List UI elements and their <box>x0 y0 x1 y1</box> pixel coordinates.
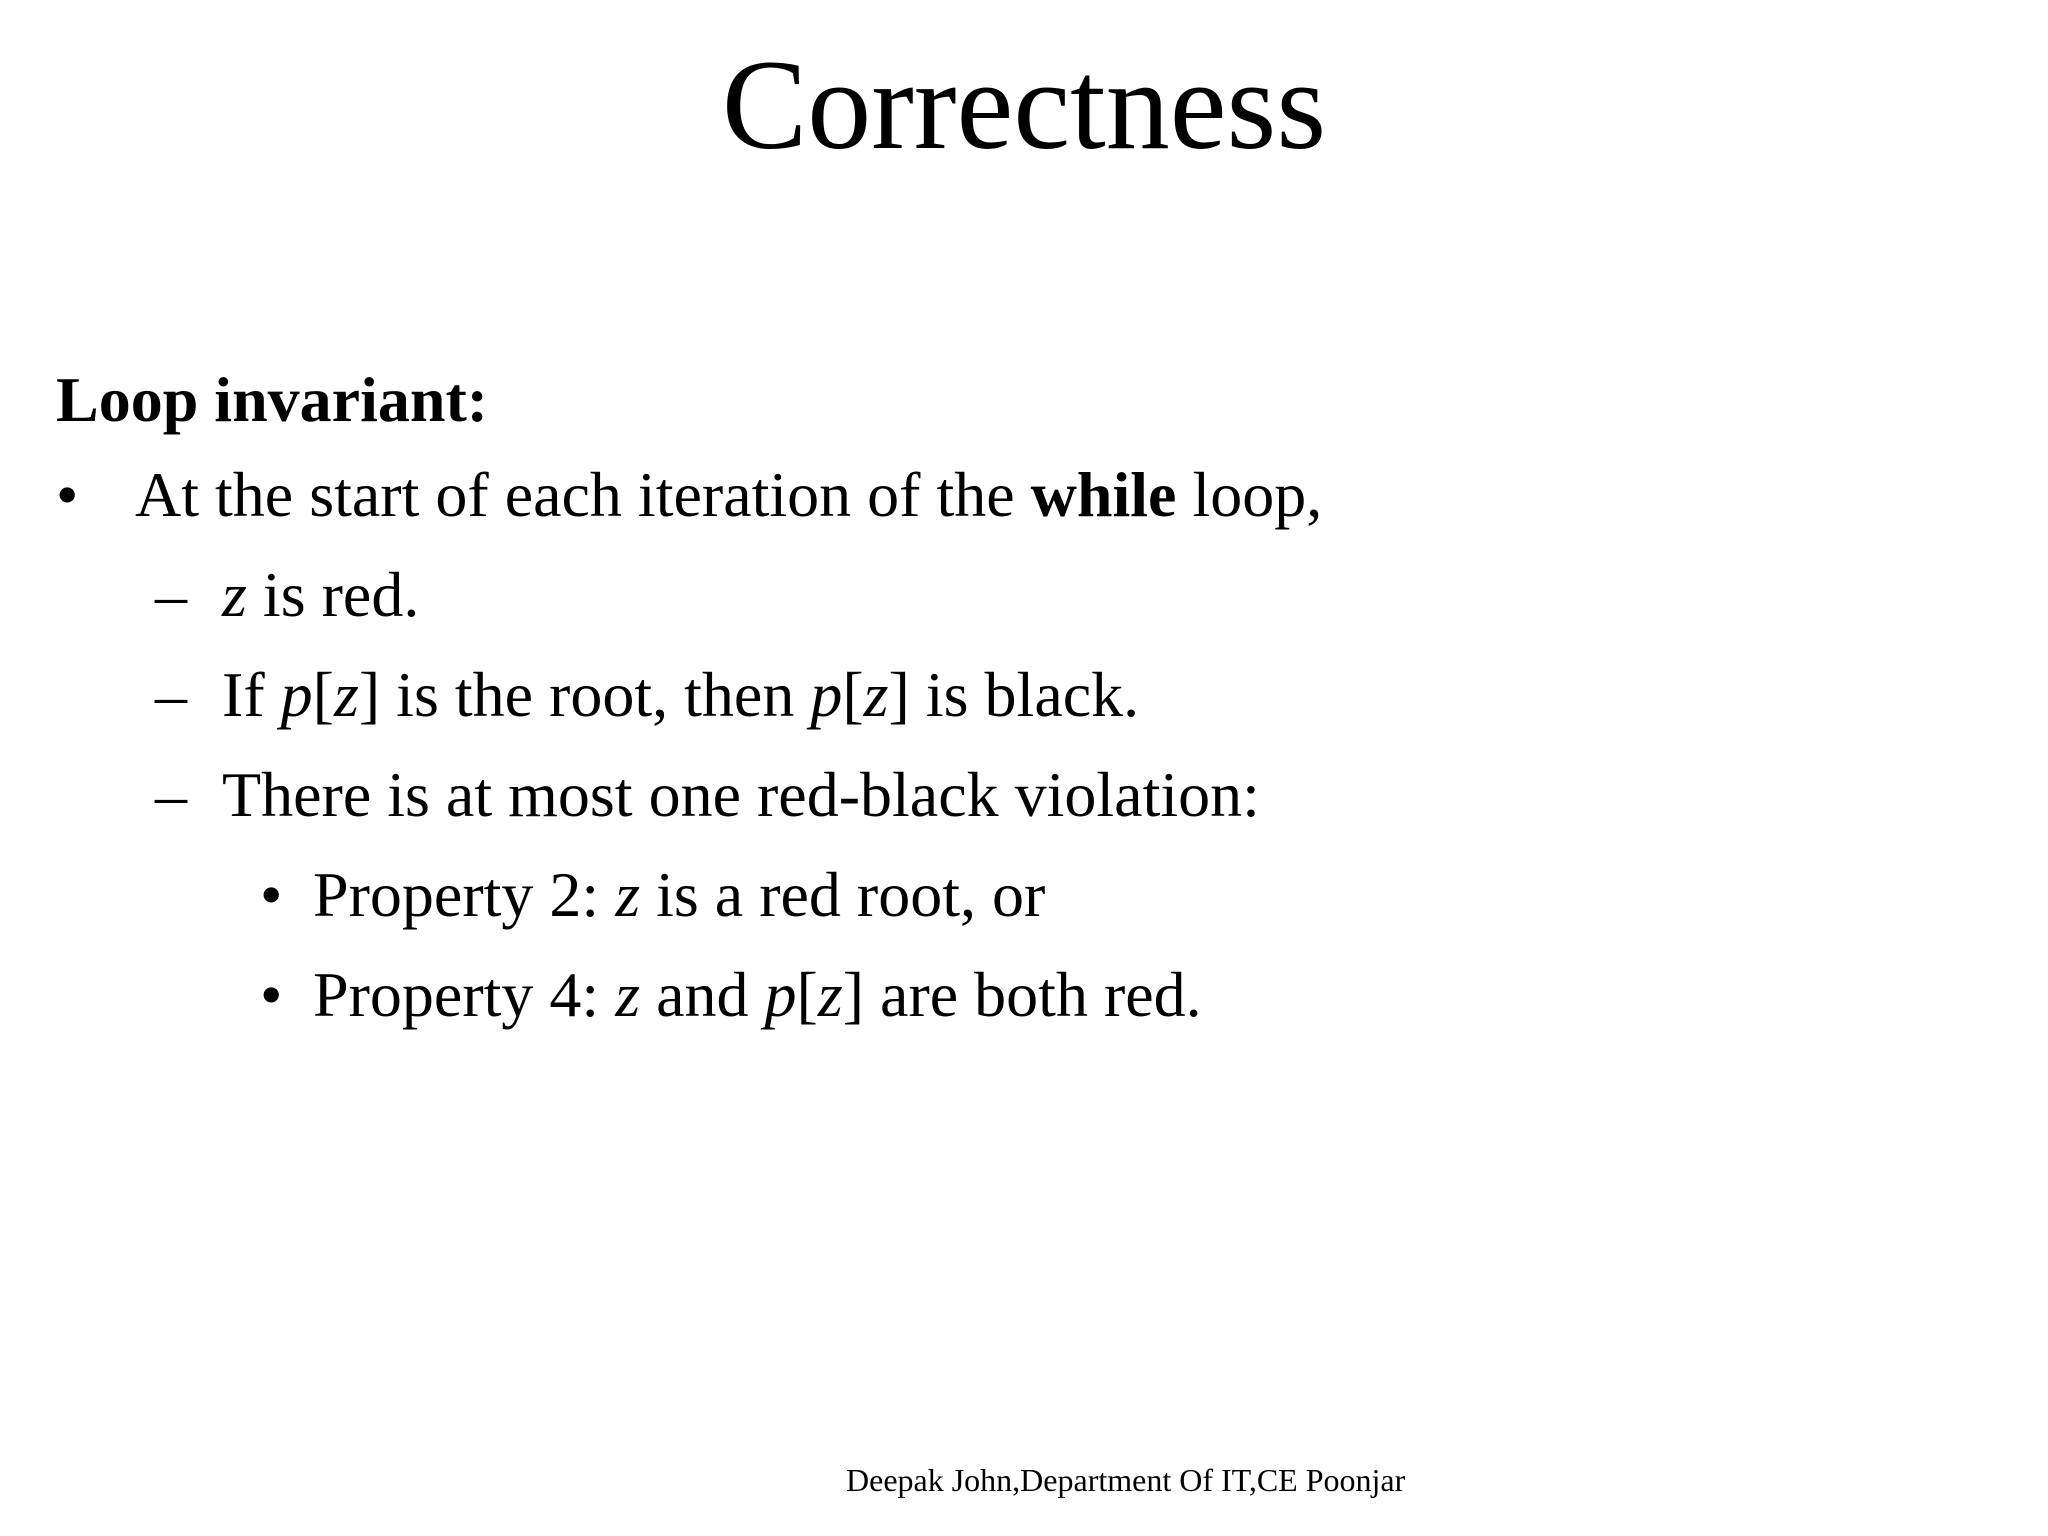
sub-text: There is at most one red-black violation: <box>222 759 1260 830</box>
var-z: z <box>615 859 641 930</box>
sub-bullet-z-red <box>222 555 419 635</box>
subsub-text: Property 4: <box>313 959 616 1030</box>
subsub-text: Property 2: <box>313 859 616 930</box>
sub-bullet-root-black <box>222 655 1139 735</box>
var-p: p <box>280 659 313 730</box>
sub-text: If <box>222 659 281 730</box>
slide-footer: Deepak John,Department Of IT,CE Poonjar <box>846 1462 1406 1498</box>
bracket: [ <box>312 659 334 730</box>
bullet-text-end: loop, <box>1176 459 1323 530</box>
subsub-text: ] are both red. <box>842 959 1202 1030</box>
var-z: z <box>333 659 359 730</box>
var-z: z <box>863 659 889 730</box>
dash-marker: – <box>155 659 187 730</box>
slide-title: Correctness <box>721 34 1327 176</box>
sub-text: ] is the root, then <box>358 659 811 730</box>
var-z: z <box>615 959 641 1030</box>
dash-marker: – <box>155 559 187 630</box>
var-z: z <box>222 559 247 630</box>
bullet-marker: • <box>260 859 283 930</box>
subsub-text: is a red root, or <box>640 859 1046 930</box>
sub-bullet-violation <box>222 755 1260 835</box>
bullet-marker: • <box>56 459 79 530</box>
bracket: [ <box>796 959 818 1030</box>
bullet-while-loop <box>135 455 1322 535</box>
property-2-item <box>313 855 1045 935</box>
var-p: p <box>764 959 797 1030</box>
bullet-marker: • <box>260 959 283 1030</box>
bracket: [ <box>842 659 864 730</box>
sub-text: is red. <box>246 559 420 630</box>
keyword-while: while <box>1030 459 1177 530</box>
subsub-text: and <box>640 959 765 1030</box>
var-z: z <box>817 959 843 1030</box>
property-4-item <box>313 955 1202 1035</box>
var-p: p <box>810 659 843 730</box>
loop-invariant-heading: Loop invariant: <box>56 364 489 435</box>
sub-text: ] is black. <box>888 659 1140 730</box>
bullet-text: At the start of each iteration of the <box>135 459 1031 530</box>
dash-marker: – <box>155 759 187 830</box>
